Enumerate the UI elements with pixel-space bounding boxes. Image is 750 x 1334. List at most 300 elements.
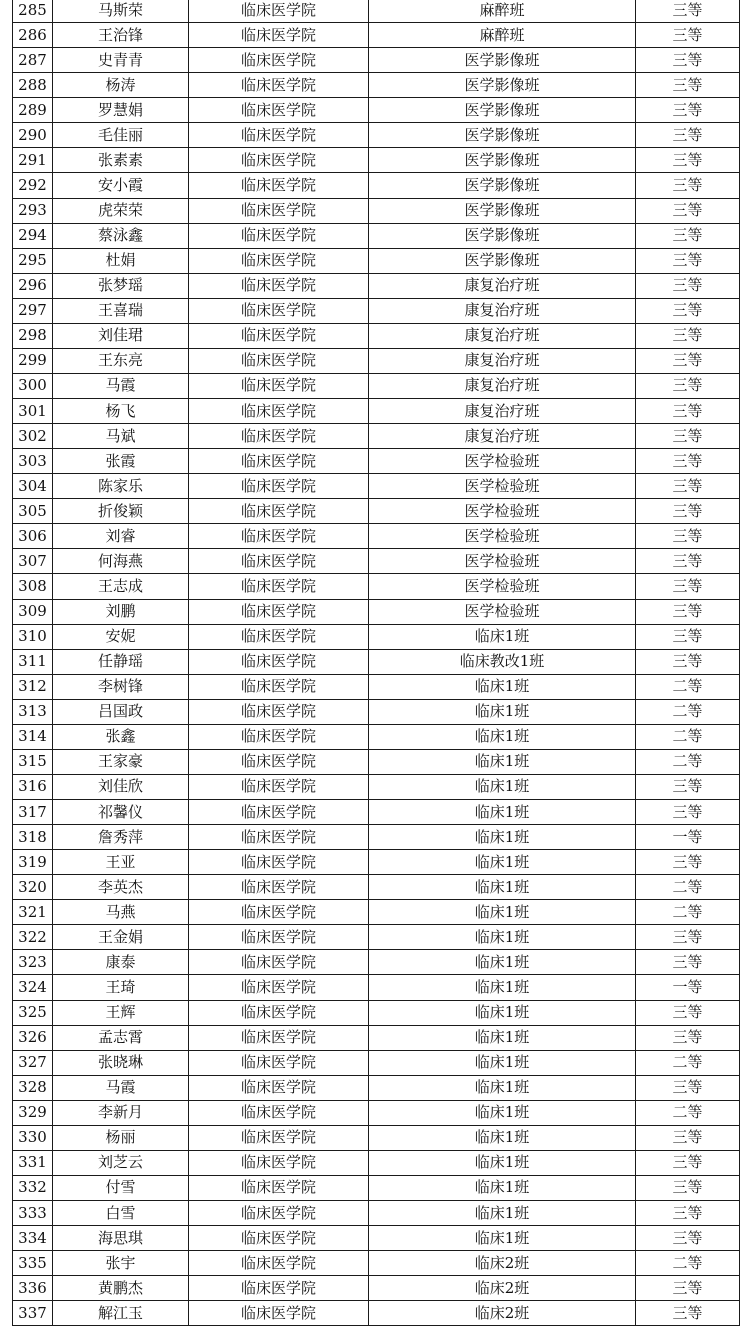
table-row bbox=[13, 975, 740, 1000]
roster-body bbox=[13, 0, 740, 1326]
student-name: 马燕 bbox=[53, 900, 189, 925]
class-name: 临床1班 bbox=[369, 875, 636, 900]
student-name: 海思琪 bbox=[53, 1226, 189, 1251]
row-number: 330 bbox=[13, 1125, 53, 1150]
college-name: 临床医学院 bbox=[189, 474, 369, 499]
college-name: 临床医学院 bbox=[189, 925, 369, 950]
row-number: 301 bbox=[13, 399, 53, 424]
award-grade: 三等 bbox=[636, 23, 740, 48]
college-name: 临床医学院 bbox=[189, 23, 369, 48]
award-grade: 三等 bbox=[636, 248, 740, 273]
table-row bbox=[13, 1150, 740, 1175]
college-name: 临床医学院 bbox=[189, 649, 369, 674]
class-name: 医学检验班 bbox=[369, 474, 636, 499]
award-grade: 二等 bbox=[636, 699, 740, 724]
award-grade: 三等 bbox=[636, 1175, 740, 1200]
table-row bbox=[13, 399, 740, 424]
student-name: 白雪 bbox=[53, 1201, 189, 1226]
table-row bbox=[13, 599, 740, 624]
table-row bbox=[13, 699, 740, 724]
row-number: 289 bbox=[13, 98, 53, 123]
student-name: 史青青 bbox=[53, 48, 189, 73]
college-name: 临床医学院 bbox=[189, 1301, 369, 1326]
student-name: 何海燕 bbox=[53, 549, 189, 574]
award-grade: 三等 bbox=[636, 424, 740, 449]
student-name: 毛佳丽 bbox=[53, 123, 189, 148]
college-name: 临床医学院 bbox=[189, 850, 369, 875]
student-name: 王亚 bbox=[53, 850, 189, 875]
class-name: 康复治疗班 bbox=[369, 373, 636, 398]
row-number: 307 bbox=[13, 549, 53, 574]
row-number: 290 bbox=[13, 123, 53, 148]
student-name: 张素素 bbox=[53, 148, 189, 173]
college-name: 临床医学院 bbox=[189, 825, 369, 850]
award-grade: 三等 bbox=[636, 173, 740, 198]
award-grade: 三等 bbox=[636, 1301, 740, 1326]
college-name: 临床医学院 bbox=[189, 248, 369, 273]
class-name: 医学影像班 bbox=[369, 123, 636, 148]
table-row bbox=[13, 774, 740, 799]
award-grade: 三等 bbox=[636, 774, 740, 799]
college-name: 临床医学院 bbox=[189, 875, 369, 900]
college-name: 临床医学院 bbox=[189, 724, 369, 749]
class-name: 临床1班 bbox=[369, 1150, 636, 1175]
award-grade: 三等 bbox=[636, 925, 740, 950]
college-name: 临床医学院 bbox=[189, 1125, 369, 1150]
student-name: 王东亮 bbox=[53, 348, 189, 373]
row-number: 315 bbox=[13, 749, 53, 774]
row-number: 323 bbox=[13, 950, 53, 975]
award-grade: 三等 bbox=[636, 148, 740, 173]
student-name: 蔡泳鑫 bbox=[53, 223, 189, 248]
award-grade: 三等 bbox=[636, 624, 740, 649]
student-name: 解江玉 bbox=[53, 1301, 189, 1326]
table-row bbox=[13, 524, 740, 549]
row-number: 327 bbox=[13, 1050, 53, 1075]
college-name: 临床医学院 bbox=[189, 975, 369, 1000]
student-name: 詹秀萍 bbox=[53, 825, 189, 850]
college-name: 临床医学院 bbox=[189, 449, 369, 474]
student-name: 刘睿 bbox=[53, 524, 189, 549]
class-name: 临床1班 bbox=[369, 1075, 636, 1100]
row-number: 303 bbox=[13, 449, 53, 474]
table-row bbox=[13, 73, 740, 98]
row-number: 293 bbox=[13, 198, 53, 223]
college-name: 临床医学院 bbox=[189, 1251, 369, 1276]
table-row bbox=[13, 950, 740, 975]
class-name: 临床1班 bbox=[369, 825, 636, 850]
class-name: 医学检验班 bbox=[369, 524, 636, 549]
row-number: 305 bbox=[13, 499, 53, 524]
row-number: 298 bbox=[13, 323, 53, 348]
row-number: 325 bbox=[13, 1000, 53, 1025]
student-name: 马霞 bbox=[53, 373, 189, 398]
row-number: 319 bbox=[13, 850, 53, 875]
row-number: 285 bbox=[13, 0, 53, 23]
table-row bbox=[13, 1175, 740, 1200]
award-grade: 三等 bbox=[636, 1226, 740, 1251]
student-name: 吕国政 bbox=[53, 699, 189, 724]
class-name: 康复治疗班 bbox=[369, 273, 636, 298]
row-number: 308 bbox=[13, 574, 53, 599]
award-grade: 三等 bbox=[636, 950, 740, 975]
college-name: 临床医学院 bbox=[189, 273, 369, 298]
class-name: 临床1班 bbox=[369, 1226, 636, 1251]
class-name: 临床1班 bbox=[369, 1050, 636, 1075]
college-name: 临床医学院 bbox=[189, 774, 369, 799]
award-grade: 三等 bbox=[636, 449, 740, 474]
college-name: 临床医学院 bbox=[189, 624, 369, 649]
student-name: 刘佳珺 bbox=[53, 323, 189, 348]
award-grade: 三等 bbox=[636, 649, 740, 674]
row-number: 311 bbox=[13, 649, 53, 674]
college-name: 临床医学院 bbox=[189, 198, 369, 223]
college-name: 临床医学院 bbox=[189, 98, 369, 123]
table-row bbox=[13, 574, 740, 599]
college-name: 临床医学院 bbox=[189, 0, 369, 23]
student-name: 马霞 bbox=[53, 1075, 189, 1100]
row-number: 313 bbox=[13, 699, 53, 724]
class-name: 康复治疗班 bbox=[369, 399, 636, 424]
college-name: 临床医学院 bbox=[189, 223, 369, 248]
table-row bbox=[13, 1000, 740, 1025]
award-grade: 三等 bbox=[636, 123, 740, 148]
row-number: 318 bbox=[13, 825, 53, 850]
college-name: 临床医学院 bbox=[189, 950, 369, 975]
award-grade: 二等 bbox=[636, 674, 740, 699]
table-row bbox=[13, 474, 740, 499]
college-name: 临床医学院 bbox=[189, 148, 369, 173]
college-name: 临床医学院 bbox=[189, 323, 369, 348]
student-name: 张梦瑶 bbox=[53, 273, 189, 298]
class-name: 临床教改1班 bbox=[369, 649, 636, 674]
student-name: 任静瑶 bbox=[53, 649, 189, 674]
class-name: 康复治疗班 bbox=[369, 323, 636, 348]
table-row bbox=[13, 649, 740, 674]
class-name: 临床1班 bbox=[369, 925, 636, 950]
class-name: 临床1班 bbox=[369, 900, 636, 925]
award-grade: 二等 bbox=[636, 1251, 740, 1276]
class-name: 临床1班 bbox=[369, 1125, 636, 1150]
row-number: 335 bbox=[13, 1251, 53, 1276]
class-name: 医学检验班 bbox=[369, 499, 636, 524]
class-name: 医学影像班 bbox=[369, 248, 636, 273]
class-name: 医学检验班 bbox=[369, 574, 636, 599]
class-name: 临床1班 bbox=[369, 800, 636, 825]
college-name: 临床医学院 bbox=[189, 373, 369, 398]
table-row bbox=[13, 248, 740, 273]
table-row bbox=[13, 825, 740, 850]
row-number: 296 bbox=[13, 273, 53, 298]
award-grade: 三等 bbox=[636, 98, 740, 123]
table-row bbox=[13, 198, 740, 223]
row-number: 324 bbox=[13, 975, 53, 1000]
college-name: 临床医学院 bbox=[189, 1226, 369, 1251]
award-grade: 二等 bbox=[636, 749, 740, 774]
table-row bbox=[13, 348, 740, 373]
table-row bbox=[13, 499, 740, 524]
award-grade: 三等 bbox=[636, 373, 740, 398]
class-name: 医学影像班 bbox=[369, 148, 636, 173]
award-grade: 三等 bbox=[636, 1025, 740, 1050]
table-row bbox=[13, 749, 740, 774]
college-name: 临床医学院 bbox=[189, 1276, 369, 1301]
class-name: 麻醉班 bbox=[369, 0, 636, 23]
row-number: 334 bbox=[13, 1226, 53, 1251]
college-name: 临床医学院 bbox=[189, 574, 369, 599]
class-name: 临床2班 bbox=[369, 1276, 636, 1301]
table-row bbox=[13, 1301, 740, 1326]
student-name: 祁馨仪 bbox=[53, 800, 189, 825]
college-name: 临床医学院 bbox=[189, 48, 369, 73]
award-grade: 三等 bbox=[636, 1075, 740, 1100]
table-row bbox=[13, 148, 740, 173]
row-number: 294 bbox=[13, 223, 53, 248]
college-name: 临床医学院 bbox=[189, 749, 369, 774]
college-name: 临床医学院 bbox=[189, 1100, 369, 1125]
student-name: 马斌 bbox=[53, 424, 189, 449]
table-row bbox=[13, 1226, 740, 1251]
table-row bbox=[13, 800, 740, 825]
row-number: 291 bbox=[13, 148, 53, 173]
class-name: 医学影像班 bbox=[369, 223, 636, 248]
row-number: 333 bbox=[13, 1201, 53, 1226]
award-grade: 三等 bbox=[636, 48, 740, 73]
award-grade: 一等 bbox=[636, 825, 740, 850]
student-name: 安小霞 bbox=[53, 173, 189, 198]
student-name: 王辉 bbox=[53, 1000, 189, 1025]
row-number: 299 bbox=[13, 348, 53, 373]
student-name: 王家豪 bbox=[53, 749, 189, 774]
student-name: 康泰 bbox=[53, 950, 189, 975]
row-number: 310 bbox=[13, 624, 53, 649]
student-name: 付雪 bbox=[53, 1175, 189, 1200]
table-row bbox=[13, 1100, 740, 1125]
class-name: 临床1班 bbox=[369, 749, 636, 774]
table-row bbox=[13, 123, 740, 148]
award-grade: 三等 bbox=[636, 474, 740, 499]
college-name: 临床医学院 bbox=[189, 1175, 369, 1200]
class-name: 临床1班 bbox=[369, 950, 636, 975]
award-grade: 三等 bbox=[636, 198, 740, 223]
award-roster-table bbox=[12, 0, 740, 1326]
class-name: 临床1班 bbox=[369, 774, 636, 799]
row-number: 300 bbox=[13, 373, 53, 398]
college-name: 临床医学院 bbox=[189, 1201, 369, 1226]
row-number: 309 bbox=[13, 599, 53, 624]
table-row bbox=[13, 48, 740, 73]
table-row bbox=[13, 323, 740, 348]
award-grade: 三等 bbox=[636, 298, 740, 323]
award-grade: 三等 bbox=[636, 0, 740, 23]
award-grade: 三等 bbox=[636, 1125, 740, 1150]
award-grade: 二等 bbox=[636, 875, 740, 900]
row-number: 306 bbox=[13, 524, 53, 549]
class-name: 临床1班 bbox=[369, 975, 636, 1000]
student-name: 王治锋 bbox=[53, 23, 189, 48]
row-number: 304 bbox=[13, 474, 53, 499]
table-row bbox=[13, 674, 740, 699]
row-number: 297 bbox=[13, 298, 53, 323]
student-name: 张宇 bbox=[53, 1251, 189, 1276]
row-number: 287 bbox=[13, 48, 53, 73]
college-name: 临床医学院 bbox=[189, 499, 369, 524]
class-name: 医学检验班 bbox=[369, 449, 636, 474]
row-number: 295 bbox=[13, 248, 53, 273]
class-name: 临床1班 bbox=[369, 1201, 636, 1226]
award-grade: 三等 bbox=[636, 1276, 740, 1301]
college-name: 临床医学院 bbox=[189, 123, 369, 148]
class-name: 临床1班 bbox=[369, 674, 636, 699]
table-row bbox=[13, 1201, 740, 1226]
student-name: 张晓琳 bbox=[53, 1050, 189, 1075]
award-grade: 三等 bbox=[636, 223, 740, 248]
class-name: 医学影像班 bbox=[369, 48, 636, 73]
class-name: 临床1班 bbox=[369, 1100, 636, 1125]
student-name: 李英杰 bbox=[53, 875, 189, 900]
class-name: 医学影像班 bbox=[369, 98, 636, 123]
student-name: 杨飞 bbox=[53, 399, 189, 424]
row-number: 337 bbox=[13, 1301, 53, 1326]
row-number: 288 bbox=[13, 73, 53, 98]
class-name: 康复治疗班 bbox=[369, 424, 636, 449]
student-name: 罗慧娟 bbox=[53, 98, 189, 123]
row-number: 322 bbox=[13, 925, 53, 950]
award-grade: 二等 bbox=[636, 1050, 740, 1075]
award-grade: 三等 bbox=[636, 1201, 740, 1226]
table-row bbox=[13, 424, 740, 449]
student-name: 刘芝云 bbox=[53, 1150, 189, 1175]
row-number: 286 bbox=[13, 23, 53, 48]
table-row bbox=[13, 875, 740, 900]
row-number: 328 bbox=[13, 1075, 53, 1100]
table-row bbox=[13, 900, 740, 925]
college-name: 临床医学院 bbox=[189, 524, 369, 549]
student-name: 折俊颖 bbox=[53, 499, 189, 524]
college-name: 临床医学院 bbox=[189, 399, 369, 424]
award-grade: 三等 bbox=[636, 599, 740, 624]
award-grade: 二等 bbox=[636, 724, 740, 749]
student-name: 李树锋 bbox=[53, 674, 189, 699]
row-number: 336 bbox=[13, 1276, 53, 1301]
table-row bbox=[13, 1025, 740, 1050]
student-name: 马斯荣 bbox=[53, 0, 189, 23]
college-name: 临床医学院 bbox=[189, 1000, 369, 1025]
class-name: 医学影像班 bbox=[369, 73, 636, 98]
award-grade: 二等 bbox=[636, 1100, 740, 1125]
table-row bbox=[13, 724, 740, 749]
class-name: 医学影像班 bbox=[369, 173, 636, 198]
college-name: 临床医学院 bbox=[189, 1050, 369, 1075]
class-name: 医学检验班 bbox=[369, 599, 636, 624]
award-grade: 一等 bbox=[636, 975, 740, 1000]
class-name: 临床1班 bbox=[369, 699, 636, 724]
row-number: 302 bbox=[13, 424, 53, 449]
student-name: 王金娟 bbox=[53, 925, 189, 950]
class-name: 临床2班 bbox=[369, 1251, 636, 1276]
student-name: 刘鹏 bbox=[53, 599, 189, 624]
table-row bbox=[13, 1125, 740, 1150]
award-grade: 三等 bbox=[636, 1150, 740, 1175]
row-number: 316 bbox=[13, 774, 53, 799]
class-name: 临床2班 bbox=[369, 1301, 636, 1326]
table-row bbox=[13, 298, 740, 323]
class-name: 临床1班 bbox=[369, 1000, 636, 1025]
row-number: 331 bbox=[13, 1150, 53, 1175]
college-name: 临床医学院 bbox=[189, 674, 369, 699]
student-name: 张鑫 bbox=[53, 724, 189, 749]
table-row bbox=[13, 850, 740, 875]
class-name: 康复治疗班 bbox=[369, 348, 636, 373]
row-number: 314 bbox=[13, 724, 53, 749]
student-name: 王琦 bbox=[53, 975, 189, 1000]
award-grade: 三等 bbox=[636, 850, 740, 875]
award-grade: 三等 bbox=[636, 499, 740, 524]
table-row bbox=[13, 1251, 740, 1276]
class-name: 麻醉班 bbox=[369, 23, 636, 48]
table-row bbox=[13, 449, 740, 474]
table-row bbox=[13, 373, 740, 398]
student-name: 张霞 bbox=[53, 449, 189, 474]
college-name: 临床医学院 bbox=[189, 800, 369, 825]
table-row bbox=[13, 0, 740, 23]
student-name: 虎荣荣 bbox=[53, 198, 189, 223]
table-row bbox=[13, 925, 740, 950]
award-grade: 三等 bbox=[636, 524, 740, 549]
award-grade: 三等 bbox=[636, 323, 740, 348]
table-row bbox=[13, 223, 740, 248]
table-row bbox=[13, 23, 740, 48]
college-name: 临床医学院 bbox=[189, 424, 369, 449]
class-name: 临床1班 bbox=[369, 850, 636, 875]
college-name: 临床医学院 bbox=[189, 348, 369, 373]
row-number: 326 bbox=[13, 1025, 53, 1050]
college-name: 临床医学院 bbox=[189, 1150, 369, 1175]
student-name: 孟志霄 bbox=[53, 1025, 189, 1050]
table-row bbox=[13, 1050, 740, 1075]
award-grade: 三等 bbox=[636, 73, 740, 98]
table-row bbox=[13, 549, 740, 574]
student-name: 李新月 bbox=[53, 1100, 189, 1125]
table-row bbox=[13, 273, 740, 298]
award-grade: 二等 bbox=[636, 900, 740, 925]
row-number: 312 bbox=[13, 674, 53, 699]
student-name: 安妮 bbox=[53, 624, 189, 649]
table-row bbox=[13, 173, 740, 198]
college-name: 临床医学院 bbox=[189, 73, 369, 98]
student-name: 刘佳欣 bbox=[53, 774, 189, 799]
class-name: 临床1班 bbox=[369, 624, 636, 649]
class-name: 临床1班 bbox=[369, 1025, 636, 1050]
college-name: 临床医学院 bbox=[189, 549, 369, 574]
college-name: 临床医学院 bbox=[189, 1075, 369, 1100]
college-name: 临床医学院 bbox=[189, 173, 369, 198]
row-number: 329 bbox=[13, 1100, 53, 1125]
table-row bbox=[13, 1276, 740, 1301]
college-name: 临床医学院 bbox=[189, 599, 369, 624]
college-name: 临床医学院 bbox=[189, 900, 369, 925]
table-row bbox=[13, 98, 740, 123]
class-name: 临床1班 bbox=[369, 724, 636, 749]
award-grade: 三等 bbox=[636, 399, 740, 424]
row-number: 332 bbox=[13, 1175, 53, 1200]
student-name: 黄鹏杰 bbox=[53, 1276, 189, 1301]
college-name: 临床医学院 bbox=[189, 1025, 369, 1050]
award-grade: 三等 bbox=[636, 1000, 740, 1025]
table-row bbox=[13, 1075, 740, 1100]
college-name: 临床医学院 bbox=[189, 699, 369, 724]
student-name: 王志成 bbox=[53, 574, 189, 599]
